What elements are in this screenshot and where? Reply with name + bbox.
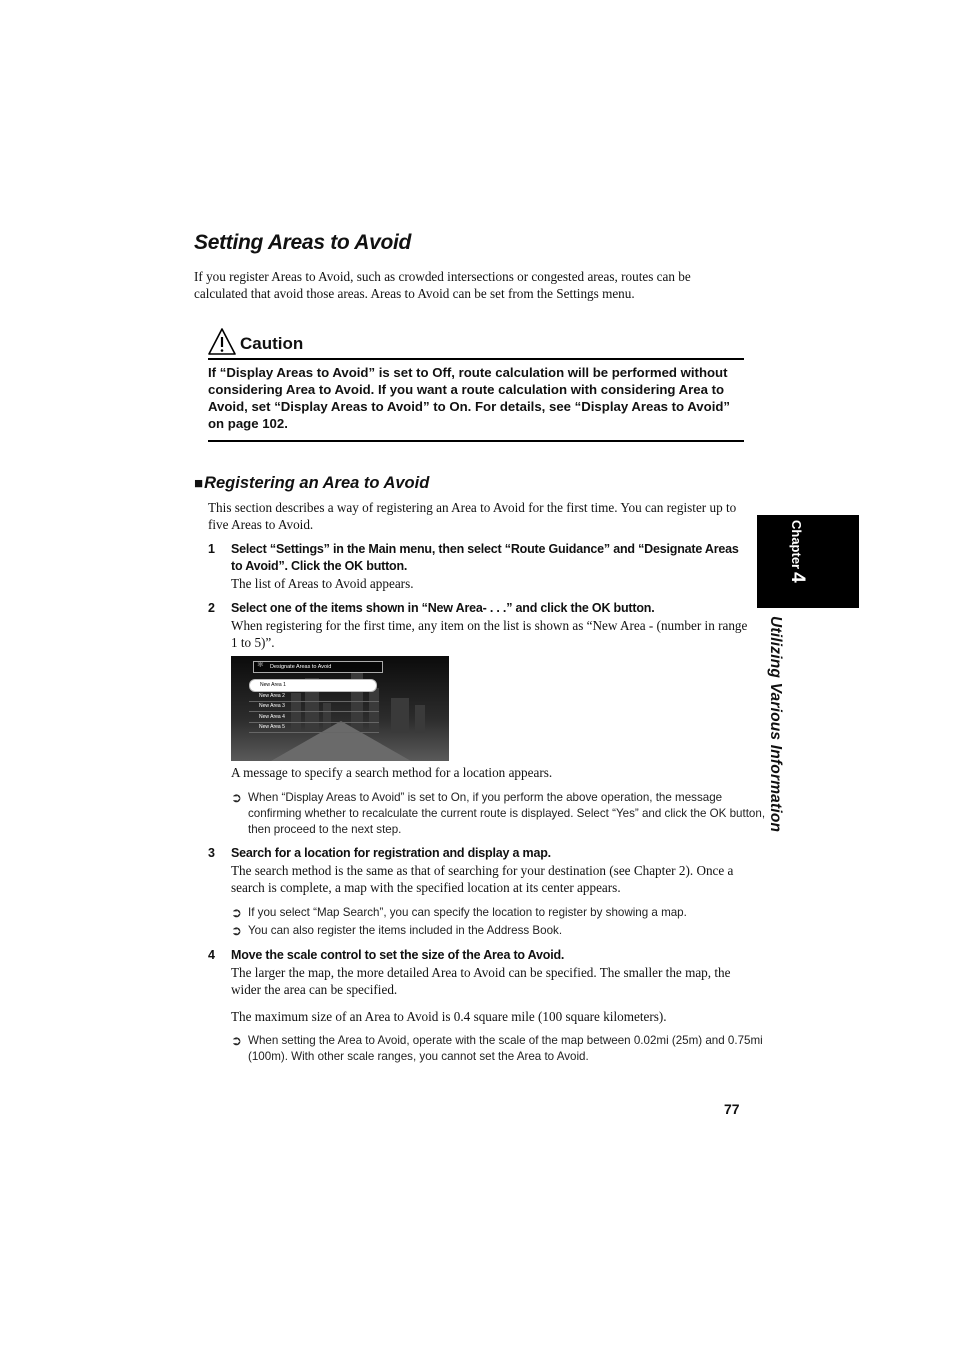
step-title: Search for a location for registration and display a map. [231,846,551,860]
step-body: The list of Areas to Avoid appears. [231,576,414,591]
section-intro: This section describes a way of registering an Area to Avoid for the first time. You can register up to five Areas to Avoid. [208,500,737,532]
warning-triangle-icon [208,328,236,355]
list-item[interactable]: New Area 1 [249,679,377,692]
arrow-icon: ➲ [231,1033,242,1048]
step-1 [208,541,748,592]
note-text: When “Display Areas to Avoid” is set to On, if you perform the above operation, the message confirming whether to recalculate the current route is displayed. Select “Yes” and click the OK button, then proceed to the next step. [248,791,766,836]
note [231,905,768,921]
caution-divider [208,440,744,442]
note-text: If you select “Map Search”, you can specify the location to register by showing a map. [248,906,687,919]
list-item[interactable]: New Area 2 [249,692,379,702]
step-body: The search method is the same as that of searching for your destination (see Chapter 2). Once a search is complete, a map with the specified location at its center appears. [231,863,734,895]
caution-text: If “Display Areas to Avoid” is set to Off, route calculation will be performed without considering Area to Avoid. If you want a route calculation with considering Area to Avoid, set “Display Areas to Avoid” to On. For details, see “Display Areas to Avoid” on page 102. [208,365,731,431]
step-body: The larger the map, the more detailed Area to Avoid can be specified. The smaller the map, the wider the area can be specified. [231,965,731,997]
arrow-icon: ➲ [231,923,242,938]
step-number: 2 [208,601,215,615]
section-marker: ■ [194,475,204,492]
step-title: Select “Settings” in the Main menu, then select “Route Guidance” and “Designate Areas to Avoid”. Click the OK button. [231,542,739,573]
arrow-icon: ➲ [231,905,242,920]
arrow-icon: ➲ [231,790,242,805]
step-body: When registering for the first time, any item on the list is shown as “New Area - (number in range 1 to 5)”. [231,618,748,650]
note [231,1033,768,1065]
list-item[interactable]: New Area 5 [249,723,379,733]
caution-header [208,328,744,360]
note-text: You can also register the items included in the Address Book. [248,924,563,937]
page-title: Setting Areas to Avoid [194,231,412,254]
chapter-number: 4 [787,572,808,583]
screen-title: Designate Areas to Avoid [253,661,383,673]
chapter-label [786,520,808,583]
chapter-word: Chapter [789,520,804,570]
step-number: 4 [208,948,215,962]
section-heading-text: Registering an Area to Avoid [204,474,430,492]
step-2 [208,600,748,651]
list-item[interactable]: New Area 4 [249,713,379,723]
step-number: 3 [208,846,215,860]
designate-areas-screenshot [231,656,449,761]
section-heading [194,474,429,493]
intro-paragraph: If you register Areas to Avoid, such as crowded intersections or congested areas, routes can be calculated that avoid those areas. Areas to Avoid can be set from the Settings menu. [194,269,691,301]
step-3 [208,845,748,896]
page-number: 77 [724,1101,740,1117]
step-number: 1 [208,542,215,556]
chapter-tab [757,515,859,608]
chapter-heading: Utilizing Various Information [767,616,784,833]
step-title: Select one of the items shown in “New Area- . . .” and click the OK button. [231,601,655,615]
step-title: Move the scale control to set the size of the Area to Avoid. [231,948,565,962]
note-text: When setting the Area to Avoid, operate with the scale of the map between 0.02mi (25m) and 0.75mi (100m). With other scale ranges, you cannot set the Area to Avoid. [248,1034,763,1063]
caution-label: Caution [240,334,304,353]
note [231,790,768,838]
step-body: The maximum size of an Area to Avoid is 0.4 square mile (100 square kilometers). [231,1009,667,1024]
step-4 [208,947,748,998]
list-item[interactable]: New Area 3 [249,702,379,712]
step-body: A message to specify a search method for a location appears. [231,765,553,780]
note [231,923,768,939]
